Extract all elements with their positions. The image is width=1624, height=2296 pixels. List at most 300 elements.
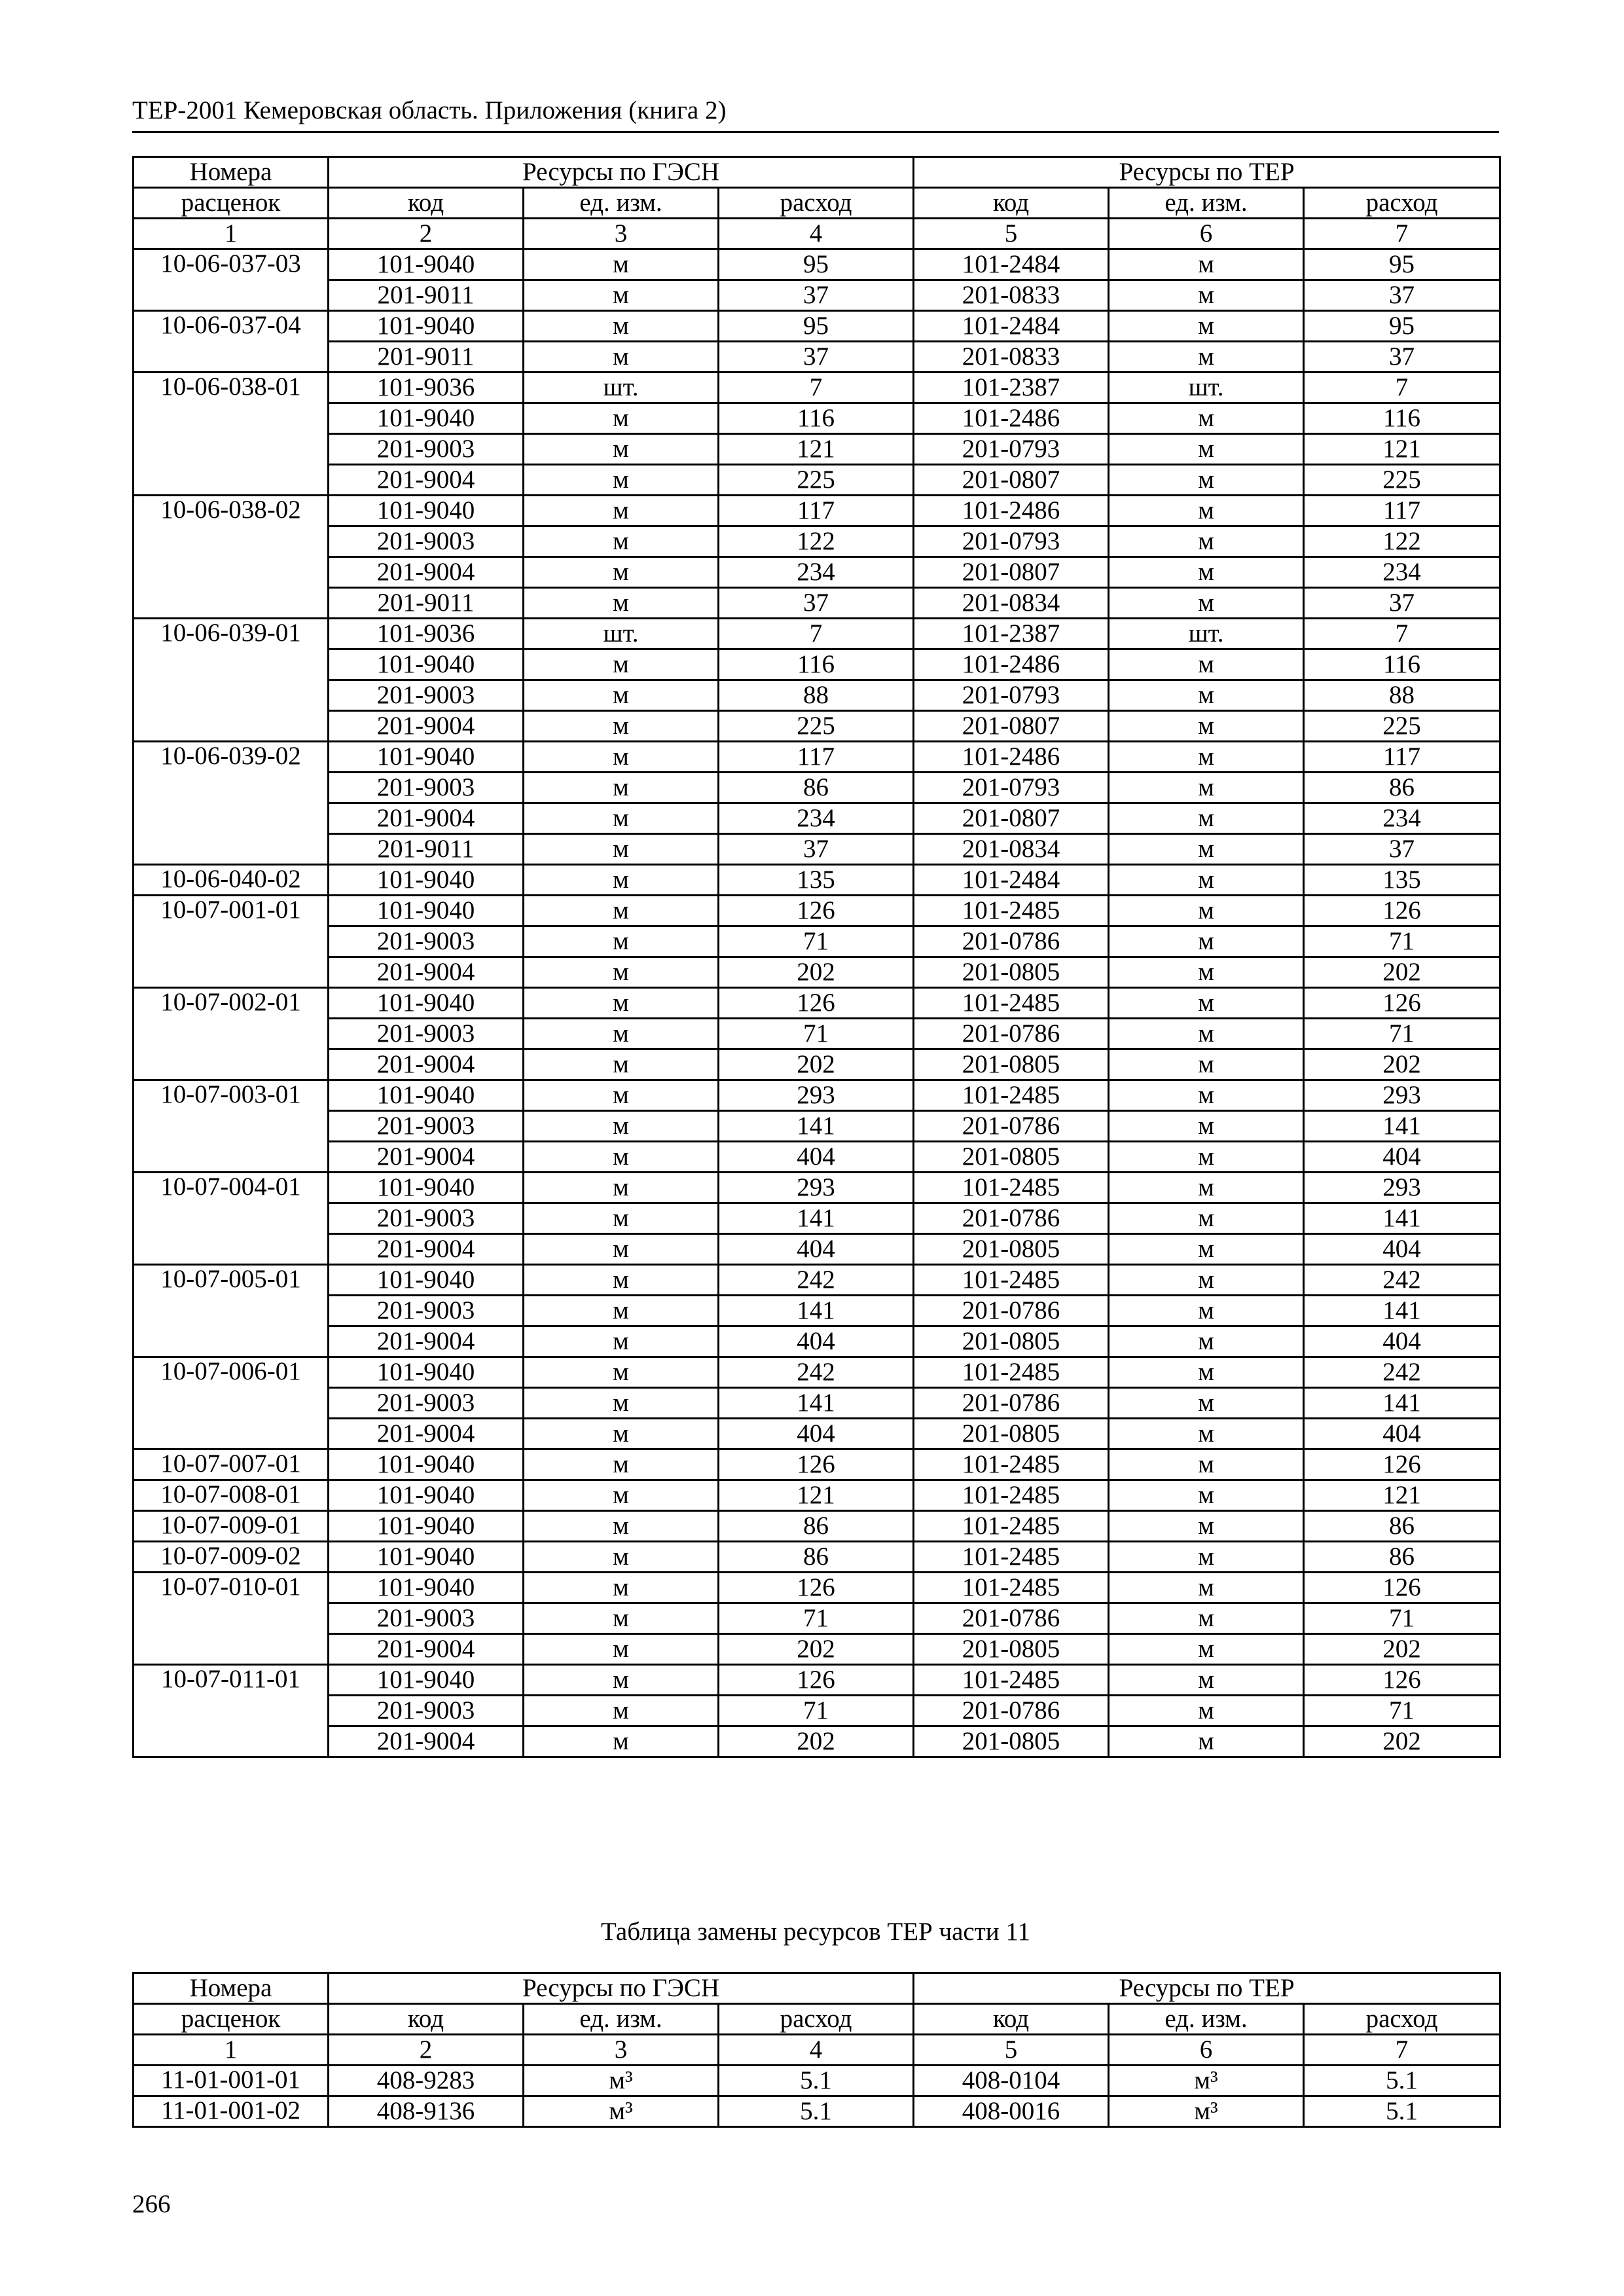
gesn-unit-cell: м (524, 1142, 719, 1173)
gesn-code-header: код (329, 188, 524, 219)
gesn-consumption-cell: 37 (719, 834, 914, 865)
ter-consumption-cell: 126 (1304, 988, 1500, 1019)
table-row (134, 742, 1500, 773)
table-body (134, 249, 1500, 1757)
ter-code-cell: 201-0834 (914, 834, 1109, 865)
ter-unit-cell: м (1109, 588, 1304, 619)
ter-code-cell: 201-0805 (914, 1726, 1109, 1757)
table-row (134, 1203, 1500, 1234)
ter-unit-cell: м³ (1109, 2066, 1304, 2096)
gesn-unit-cell: м (524, 1265, 719, 1296)
ter-consumption-cell: 7 (1304, 619, 1500, 649)
ter-consumption-cell: 117 (1304, 496, 1500, 526)
gesn-group-header: Ресурсы по ГЭСН (329, 1973, 914, 2004)
table-row (134, 1111, 1500, 1142)
ter-code-cell: 201-0805 (914, 1419, 1109, 1449)
gesn-consumption-cell: 141 (719, 1296, 914, 1326)
gesn-consumption-cell: 126 (719, 988, 914, 1019)
ter-unit-cell: м (1109, 557, 1304, 588)
ter-code-cell: 101-2485 (914, 1449, 1109, 1480)
gesn-consumption-cell: 202 (719, 1049, 914, 1080)
table-row (134, 803, 1500, 834)
table-row (134, 1511, 1500, 1542)
gesn-code-cell: 101-9040 (329, 1449, 524, 1480)
ter-unit-cell: м³ (1109, 2096, 1304, 2127)
ter-consumption-cell: 293 (1304, 1080, 1500, 1111)
gesn-unit-cell: м (524, 1326, 719, 1357)
ter-code-cell: 201-0786 (914, 1203, 1109, 1234)
gesn-consumption-cell: 117 (719, 742, 914, 773)
gesn-unit-cell: м (524, 1665, 719, 1696)
ter-unit-cell: м (1109, 465, 1304, 496)
gesn-consumption-cell: 116 (719, 649, 914, 680)
ter-consumption-cell: 202 (1304, 1634, 1500, 1665)
ter-unit-cell: м (1109, 926, 1304, 957)
ter-code-cell: 101-2485 (914, 988, 1109, 1019)
ter-unit-cell: м (1109, 1511, 1304, 1542)
gesn-code-cell: 201-9003 (329, 526, 524, 557)
table-row (134, 434, 1500, 465)
gesn-consumption-cell: 202 (719, 957, 914, 988)
ter-consumption-cell: 116 (1304, 649, 1500, 680)
table-row (134, 1634, 1500, 1665)
column-number: 2 (329, 2035, 524, 2066)
column-number: 3 (524, 219, 719, 249)
ter-code-cell: 408-0016 (914, 2096, 1109, 2127)
ter-unit-cell: м (1109, 1726, 1304, 1757)
ter-code-cell: 201-0786 (914, 1111, 1109, 1142)
gesn-consumption-cell: 71 (719, 926, 914, 957)
ter-unit-cell: м (1109, 526, 1304, 557)
ter-code-cell: 201-0807 (914, 803, 1109, 834)
gesn-code-cell: 201-9004 (329, 803, 524, 834)
gesn-code-cell: 201-9004 (329, 1326, 524, 1357)
ter-code-cell: 201-0833 (914, 342, 1109, 373)
gesn-unit-cell: м (524, 742, 719, 773)
table-row (134, 526, 1500, 557)
gesn-unit-cell: м³ (524, 2096, 719, 2127)
gesn-unit-cell: м (524, 1573, 719, 1603)
gesn-unit-cell: м (524, 280, 719, 311)
ter-unit-cell: м (1109, 773, 1304, 803)
gesn-code-cell: 201-9004 (329, 1726, 524, 1757)
rate-number-cell: 11-01-001-02 (134, 2096, 329, 2127)
gesn-unit-cell: м (524, 496, 719, 526)
ter-unit-header: ед. изм. (1109, 188, 1304, 219)
gesn-consumption-cell: 404 (719, 1234, 914, 1265)
gesn-code-cell: 408-9283 (329, 2066, 524, 2096)
gesn-code-cell: 101-9040 (329, 1173, 524, 1203)
ter-unit-cell: м (1109, 403, 1304, 434)
gesn-unit-cell: м (524, 1111, 719, 1142)
gesn-unit-cell: м (524, 834, 719, 865)
gesn-consumption-cell: 37 (719, 342, 914, 373)
table-row (134, 2066, 1500, 2096)
gesn-consumption-cell: 37 (719, 588, 914, 619)
ter-unit-cell: м (1109, 1665, 1304, 1696)
gesn-unit-cell: м (524, 311, 719, 342)
ter-unit-cell: м (1109, 1634, 1304, 1665)
gesn-unit-header: ед. изм. (524, 188, 719, 219)
table-row (134, 1542, 1500, 1573)
table-row (134, 1388, 1500, 1419)
gesn-unit-cell: м (524, 773, 719, 803)
gesn-unit-cell: м (524, 557, 719, 588)
gesn-code-cell: 101-9040 (329, 403, 524, 434)
ter-unit-cell: м (1109, 1696, 1304, 1726)
table-row (134, 588, 1500, 619)
ter-code-cell: 201-0805 (914, 1049, 1109, 1080)
ter-unit-cell: м (1109, 834, 1304, 865)
column-number: 4 (719, 2035, 914, 2066)
table-row (134, 1049, 1500, 1080)
table-row (134, 1665, 1500, 1696)
ter-consumption-cell: 141 (1304, 1111, 1500, 1142)
table-row (134, 1603, 1500, 1634)
ter-consumption-cell: 293 (1304, 1173, 1500, 1203)
ter-consumption-cell: 126 (1304, 896, 1500, 926)
gesn-consumption-cell: 293 (719, 1080, 914, 1111)
gesn-code-cell: 101-9040 (329, 1265, 524, 1296)
gesn-consumption-cell: 71 (719, 1603, 914, 1634)
gesn-consumption-cell: 225 (719, 711, 914, 742)
ter-consumption-cell: 225 (1304, 465, 1500, 496)
gesn-consumption-cell: 404 (719, 1419, 914, 1449)
ter-code-cell: 201-0805 (914, 1634, 1109, 1665)
ter-code-cell: 101-2387 (914, 619, 1109, 649)
gesn-consumption-cell: 141 (719, 1388, 914, 1419)
table-row (134, 1696, 1500, 1726)
gesn-code-cell: 201-9003 (329, 1019, 524, 1049)
ter-consumption-cell: 7 (1304, 373, 1500, 403)
rate-number-cell: 10-07-006-01 (134, 1357, 329, 1449)
rate-number-cell: 10-07-004-01 (134, 1173, 329, 1265)
gesn-unit-cell: м (524, 1449, 719, 1480)
rate-number-cell: 10-07-010-01 (134, 1573, 329, 1665)
gesn-unit-cell: м (524, 249, 719, 280)
ter-unit-cell: м (1109, 1326, 1304, 1357)
table-row (134, 619, 1500, 649)
gesn-unit-cell: м (524, 1542, 719, 1573)
table-row (134, 988, 1500, 1019)
column-number: 6 (1109, 2035, 1304, 2066)
table-row (134, 1573, 1500, 1603)
ter-unit-cell: м (1109, 1449, 1304, 1480)
ter-code-cell: 101-2485 (914, 896, 1109, 926)
gesn-unit-cell: м (524, 403, 719, 434)
ter-code-cell: 201-0833 (914, 280, 1109, 311)
ter-code-cell: 101-2485 (914, 1265, 1109, 1296)
table-row (134, 280, 1500, 311)
gesn-code-cell: 201-9004 (329, 465, 524, 496)
ter-consumption-cell: 86 (1304, 1542, 1500, 1573)
ter-code-cell: 201-0805 (914, 1234, 1109, 1265)
gesn-consumption-cell: 88 (719, 680, 914, 711)
gesn-code-cell: 201-9004 (329, 1234, 524, 1265)
column-number: 3 (524, 2035, 719, 2066)
gesn-code-cell: 201-9004 (329, 957, 524, 988)
gesn-code-cell: 201-9011 (329, 588, 524, 619)
rate-number-cell: 10-07-011-01 (134, 1665, 329, 1757)
rate-number-cell: 10-07-005-01 (134, 1265, 329, 1357)
ter-consumption-cell: 71 (1304, 1603, 1500, 1634)
ter-unit-cell: м (1109, 1480, 1304, 1511)
gesn-consumption-cell: 202 (719, 1634, 914, 1665)
gesn-code-cell: 201-9011 (329, 280, 524, 311)
ter-code-cell: 101-2486 (914, 742, 1109, 773)
ter-code-cell: 201-0805 (914, 1142, 1109, 1173)
rate-number-cell: 10-07-008-01 (134, 1480, 329, 1511)
table-row (134, 342, 1500, 373)
gesn-unit-cell: м (524, 1019, 719, 1049)
ter-unit-cell: м (1109, 496, 1304, 526)
ter-consumption-cell: 71 (1304, 1696, 1500, 1726)
ter-unit-cell: м (1109, 311, 1304, 342)
gesn-unit-cell: м (524, 926, 719, 957)
rate-number-cell: 10-07-007-01 (134, 1449, 329, 1480)
ter-code-cell: 101-2486 (914, 403, 1109, 434)
table-row (134, 557, 1500, 588)
gesn-code-cell: 201-9004 (329, 711, 524, 742)
gesn-code-cell: 408-9136 (329, 2096, 524, 2127)
ter-code-cell: 101-2485 (914, 1173, 1109, 1203)
ter-consumption-cell: 126 (1304, 1449, 1500, 1480)
gesn-unit-cell: м (524, 465, 719, 496)
ter-code-cell: 101-2387 (914, 373, 1109, 403)
column-number: 1 (134, 219, 329, 249)
column-number: 1 (134, 2035, 329, 2066)
ter-unit-cell: м (1109, 1419, 1304, 1449)
gesn-code-cell: 101-9036 (329, 619, 524, 649)
rate-number-cell: 10-06-037-04 (134, 311, 329, 373)
column-number: 5 (914, 2035, 1109, 2066)
ter-consumption-cell: 126 (1304, 1573, 1500, 1603)
ter-consumption-cell: 202 (1304, 1049, 1500, 1080)
table-row (134, 1234, 1500, 1265)
gesn-unit-cell: м (524, 865, 719, 896)
rates-header-line2: расценок (134, 188, 329, 219)
gesn-code-cell: 201-9011 (329, 342, 524, 373)
gesn-consumption-cell: 234 (719, 803, 914, 834)
gesn-code-cell: 101-9040 (329, 1542, 524, 1573)
gesn-consumption-cell: 126 (719, 1665, 914, 1696)
table-caption: Таблица замены ресурсов ТЕР части 11 (601, 1918, 1030, 1946)
ter-consumption-cell: 126 (1304, 1665, 1500, 1696)
table-row (134, 649, 1500, 680)
gesn-consumption-cell: 86 (719, 1511, 914, 1542)
ter-unit-cell: м (1109, 1603, 1304, 1634)
gesn-code-cell: 101-9040 (329, 896, 524, 926)
gesn-consumption-cell: 117 (719, 496, 914, 526)
ter-consumption-cell: 37 (1304, 588, 1500, 619)
gesn-consumption-cell: 126 (719, 1449, 914, 1480)
gesn-code-cell: 101-9040 (329, 1357, 524, 1388)
table-row (134, 865, 1500, 896)
ter-consumption-cell: 86 (1304, 1511, 1500, 1542)
gesn-code-cell: 201-9004 (329, 557, 524, 588)
gesn-consumption-cell: 404 (719, 1326, 914, 1357)
ter-code-header: код (914, 188, 1109, 219)
ter-code-cell: 201-0786 (914, 1388, 1109, 1419)
gesn-consumption-cell: 5.1 (719, 2066, 914, 2096)
ter-unit-cell: м (1109, 957, 1304, 988)
gesn-consumption-cell: 126 (719, 1573, 914, 1603)
table-header (134, 157, 1500, 249)
ter-consumption-cell: 5.1 (1304, 2096, 1500, 2127)
gesn-consumption-cell: 234 (719, 557, 914, 588)
gesn-group-header: Ресурсы по ГЭСН (329, 157, 914, 188)
gesn-unit-cell: м (524, 680, 719, 711)
ter-unit-cell: м (1109, 280, 1304, 311)
gesn-consumption-cell: 71 (719, 1019, 914, 1049)
gesn-code-cell: 101-9040 (329, 1480, 524, 1511)
gesn-code-cell: 101-9040 (329, 1573, 524, 1603)
ter-unit-cell: шт. (1109, 373, 1304, 403)
gesn-unit-cell: шт. (524, 373, 719, 403)
gesn-unit-cell: м (524, 1296, 719, 1326)
gesn-unit-cell: м (524, 1480, 719, 1511)
ter-consumption-cell: 141 (1304, 1296, 1500, 1326)
table-row (134, 834, 1500, 865)
gesn-code-cell: 101-9040 (329, 1665, 524, 1696)
rate-number-cell: 10-07-001-01 (134, 896, 329, 988)
ter-unit-cell: м (1109, 711, 1304, 742)
gesn-unit-cell: м (524, 1603, 719, 1634)
gesn-code-cell: 201-9003 (329, 773, 524, 803)
gesn-unit-cell: м (524, 1726, 719, 1757)
gesn-consumption-cell: 121 (719, 434, 914, 465)
ter-code-cell: 408-0104 (914, 2066, 1109, 2096)
gesn-code-cell: 201-9003 (329, 434, 524, 465)
gesn-consumption-cell: 404 (719, 1142, 914, 1173)
rate-number-cell: 10-06-037-03 (134, 249, 329, 311)
ter-consumption-cell: 121 (1304, 434, 1500, 465)
ter-code-header: код (914, 2004, 1109, 2035)
table-row (134, 896, 1500, 926)
ter-consumption-cell: 95 (1304, 311, 1500, 342)
ter-code-cell: 101-2485 (914, 1480, 1109, 1511)
table-row (134, 403, 1500, 434)
ter-consumption-cell: 117 (1304, 742, 1500, 773)
gesn-unit-cell: м (524, 1634, 719, 1665)
gesn-consumption-cell: 5.1 (719, 2096, 914, 2127)
gesn-unit-cell: м (524, 1080, 719, 1111)
ter-consumption-cell: 141 (1304, 1388, 1500, 1419)
ter-code-cell: 101-2486 (914, 496, 1109, 526)
gesn-code-cell: 101-9040 (329, 649, 524, 680)
ter-code-cell: 101-2485 (914, 1665, 1109, 1696)
ter-consumption-header: расход (1304, 188, 1500, 219)
ter-unit-cell: м (1109, 742, 1304, 773)
ter-consumption-cell: 135 (1304, 865, 1500, 896)
ter-code-cell: 201-0793 (914, 773, 1109, 803)
table-header (134, 1973, 1500, 2066)
ter-unit-cell: м (1109, 649, 1304, 680)
resource-table-part-10 (132, 156, 1501, 1758)
gesn-unit-cell: м (524, 1388, 719, 1419)
gesn-code-cell: 201-9011 (329, 834, 524, 865)
ter-code-cell: 201-0786 (914, 1296, 1109, 1326)
ter-consumption-cell: 37 (1304, 834, 1500, 865)
table-row (134, 1326, 1500, 1357)
gesn-consumption-header: расход (719, 2004, 914, 2035)
ter-consumption-cell: 95 (1304, 249, 1500, 280)
ter-consumption-cell: 234 (1304, 803, 1500, 834)
gesn-consumption-header: расход (719, 188, 914, 219)
ter-group-header: Ресурсы по ТЕР (914, 1973, 1500, 2004)
gesn-consumption-cell: 202 (719, 1726, 914, 1757)
gesn-unit-cell: м (524, 988, 719, 1019)
ter-consumption-cell: 88 (1304, 680, 1500, 711)
table-row (134, 680, 1500, 711)
ter-code-cell: 201-0793 (914, 526, 1109, 557)
gesn-consumption-cell: 293 (719, 1173, 914, 1203)
gesn-unit-cell: м (524, 1234, 719, 1265)
ter-unit-cell: м (1109, 1203, 1304, 1234)
gesn-consumption-cell: 71 (719, 1696, 914, 1726)
ter-unit-header: ед. изм. (1109, 2004, 1304, 2035)
gesn-consumption-cell: 126 (719, 896, 914, 926)
gesn-unit-cell: шт. (524, 619, 719, 649)
gesn-code-cell: 101-9040 (329, 742, 524, 773)
ter-consumption-cell: 404 (1304, 1419, 1500, 1449)
ter-consumption-cell: 37 (1304, 280, 1500, 311)
table-row (134, 1726, 1500, 1757)
table-row (134, 373, 1500, 403)
ter-code-cell: 201-0834 (914, 588, 1109, 619)
gesn-code-cell: 201-9003 (329, 1603, 524, 1634)
table-row (134, 1080, 1500, 1111)
gesn-code-cell: 101-9040 (329, 249, 524, 280)
rate-number-cell: 10-07-003-01 (134, 1080, 329, 1173)
ter-code-cell: 101-2485 (914, 1542, 1109, 1573)
rate-number-cell: 10-06-039-02 (134, 742, 329, 865)
ter-code-cell: 101-2485 (914, 1080, 1109, 1111)
gesn-unit-cell: м (524, 803, 719, 834)
column-number: 4 (719, 219, 914, 249)
ter-code-cell: 101-2484 (914, 865, 1109, 896)
rate-number-cell: 10-07-009-02 (134, 1542, 329, 1573)
table-row (134, 496, 1500, 526)
table-row (134, 249, 1500, 280)
gesn-unit-cell: м (524, 896, 719, 926)
ter-unit-cell: шт. (1109, 619, 1304, 649)
ter-unit-cell: м (1109, 1357, 1304, 1388)
table-row (134, 957, 1500, 988)
rates-header-line1: Номера (134, 157, 329, 188)
gesn-code-cell: 201-9004 (329, 1142, 524, 1173)
gesn-code-cell: 201-9003 (329, 1696, 524, 1726)
ter-unit-cell: м (1109, 1388, 1304, 1419)
ter-consumption-cell: 116 (1304, 403, 1500, 434)
gesn-unit-cell: м (524, 342, 719, 373)
ter-consumption-cell: 234 (1304, 557, 1500, 588)
gesn-code-cell: 101-9040 (329, 496, 524, 526)
gesn-code-cell: 101-9040 (329, 311, 524, 342)
gesn-consumption-cell: 121 (719, 1480, 914, 1511)
column-number: 7 (1304, 219, 1500, 249)
table-row (134, 311, 1500, 342)
ter-unit-cell: м (1109, 803, 1304, 834)
gesn-unit-cell: м (524, 1419, 719, 1449)
ter-consumption-cell: 202 (1304, 1726, 1500, 1757)
ter-consumption-cell: 5.1 (1304, 2066, 1500, 2096)
gesn-unit-cell: м (524, 711, 719, 742)
gesn-code-cell: 101-9040 (329, 1511, 524, 1542)
table-body (134, 2066, 1500, 2127)
ter-consumption-cell: 242 (1304, 1357, 1500, 1388)
resource-table-part-11 (132, 1972, 1501, 2128)
